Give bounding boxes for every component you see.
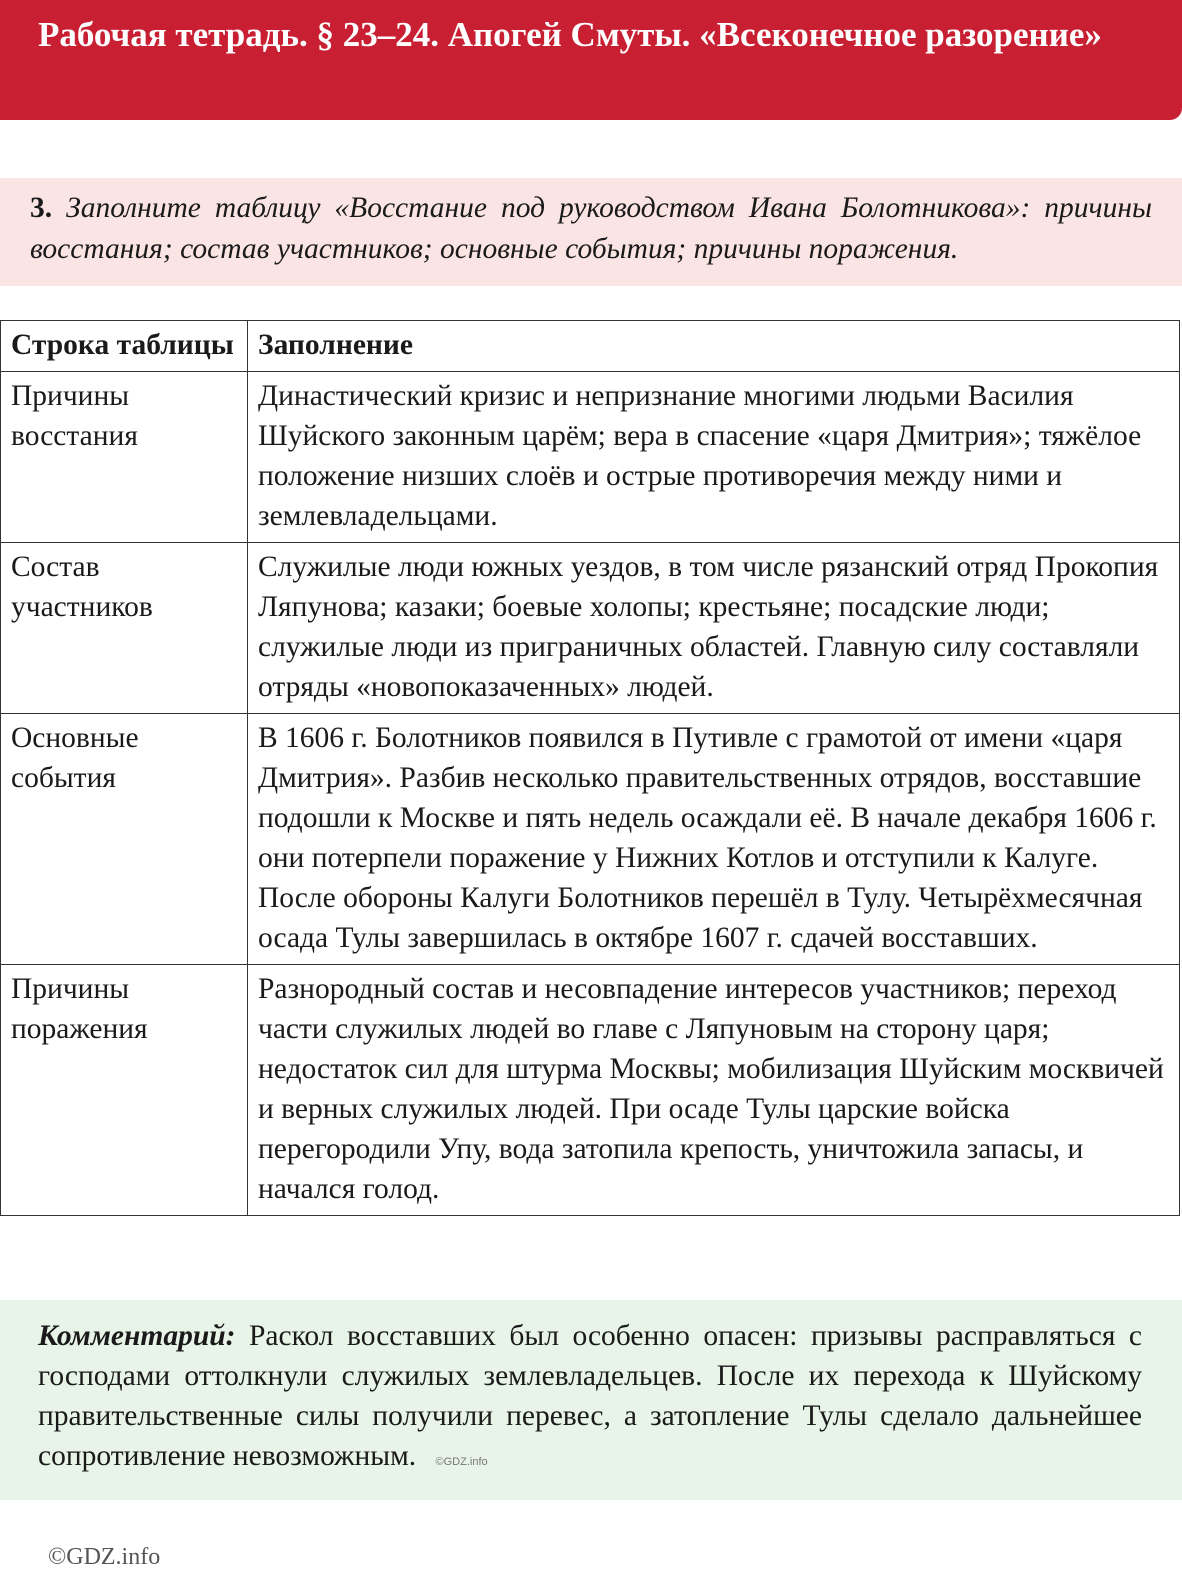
table-row	[1, 372, 1180, 543]
inline-watermark: ©GDZ.info	[435, 1456, 488, 1468]
answer-table	[0, 320, 1180, 1216]
table-header-row	[1, 321, 1180, 372]
row-label: Причины поражения	[1, 965, 248, 1216]
table-header-cell: Заполнение	[248, 321, 1180, 372]
task-text	[30, 188, 1152, 270]
comment-body: Раскол восставших был особенно опасен: призывы расправляться с господами оттолкнули служилых землевладельцев. После их перехода к Шуйскому правительственные силы получили перевес, а затопление Тулы сделало дальнейшее сопротивление невозможным.	[38, 1320, 1143, 1472]
row-label: Причины восстания	[1, 372, 248, 543]
row-content: Разнородный состав и несовпадение интересов участников; переход части служилых людей во главе с Ляпуновым на сторону царя; недостаток сил для штурма Москвы; мобилизация Шуйским москвичей и верных служилых людей. При осаде Тулы царские войска перегородили Упу, вода затопила крепость, уничтожила запасы, и начался голод.	[248, 965, 1180, 1216]
task-number: 3.	[30, 192, 53, 224]
page-title: Рабочая тетрадь. § 23–24. Апогей Смуты. «Всеконечное разорение»	[38, 15, 1102, 54]
row-label: Основные события	[1, 714, 248, 965]
table-header-cell: Строка таблицы	[1, 321, 248, 372]
comment-band	[0, 1300, 1182, 1500]
row-content: В 1606 г. Болотников появился в Путивле с грамотой от имени «царя Дмитрия». Разбив несколько правительственных отрядов, восставшие подошли к Москве и пять недель осаждали её. В начале декабря 1606 г. они потерпели поражение у Нижних Котлов и отступили к Калуге. После обороны Калуги Болотников перешёл в Тулу. Четырёхмесячная осада Тулы завершилась в октябре 1607 г. сдачей восставших.	[248, 714, 1180, 965]
table-row	[1, 714, 1180, 965]
header-bar	[0, 0, 1182, 120]
table-row	[1, 965, 1180, 1216]
footer-watermark: ©GDZ.info	[48, 1544, 161, 1570]
comment-label: Комментарий:	[38, 1320, 236, 1352]
task-band	[0, 178, 1182, 286]
comment-text	[38, 1316, 1142, 1482]
row-content: Служилые люди южных уездов, в том числе рязанский отряд Прокопия Ляпунова; казаки; боевые холопы; крестьяне; посадские люди; служилые люди из приграничных областей. Главную силу составляли отряды «новопоказаченных» людей.	[248, 543, 1180, 714]
row-content: Династический кризис и непризнание многими людьми Василия Шуйского законным царём; вера в спасение «царя Дмитрия»; тяжёлое положение низших слоёв и острые противоречия между ними и землевладельцами.	[248, 372, 1180, 543]
table-row	[1, 543, 1180, 714]
task-instruction: Заполните таблицу «Восстание под руководством Ивана Болотникова»: причины восстания; состав участников; основные события; причины поражения.	[30, 192, 1152, 265]
row-label: Состав участников	[1, 543, 248, 714]
